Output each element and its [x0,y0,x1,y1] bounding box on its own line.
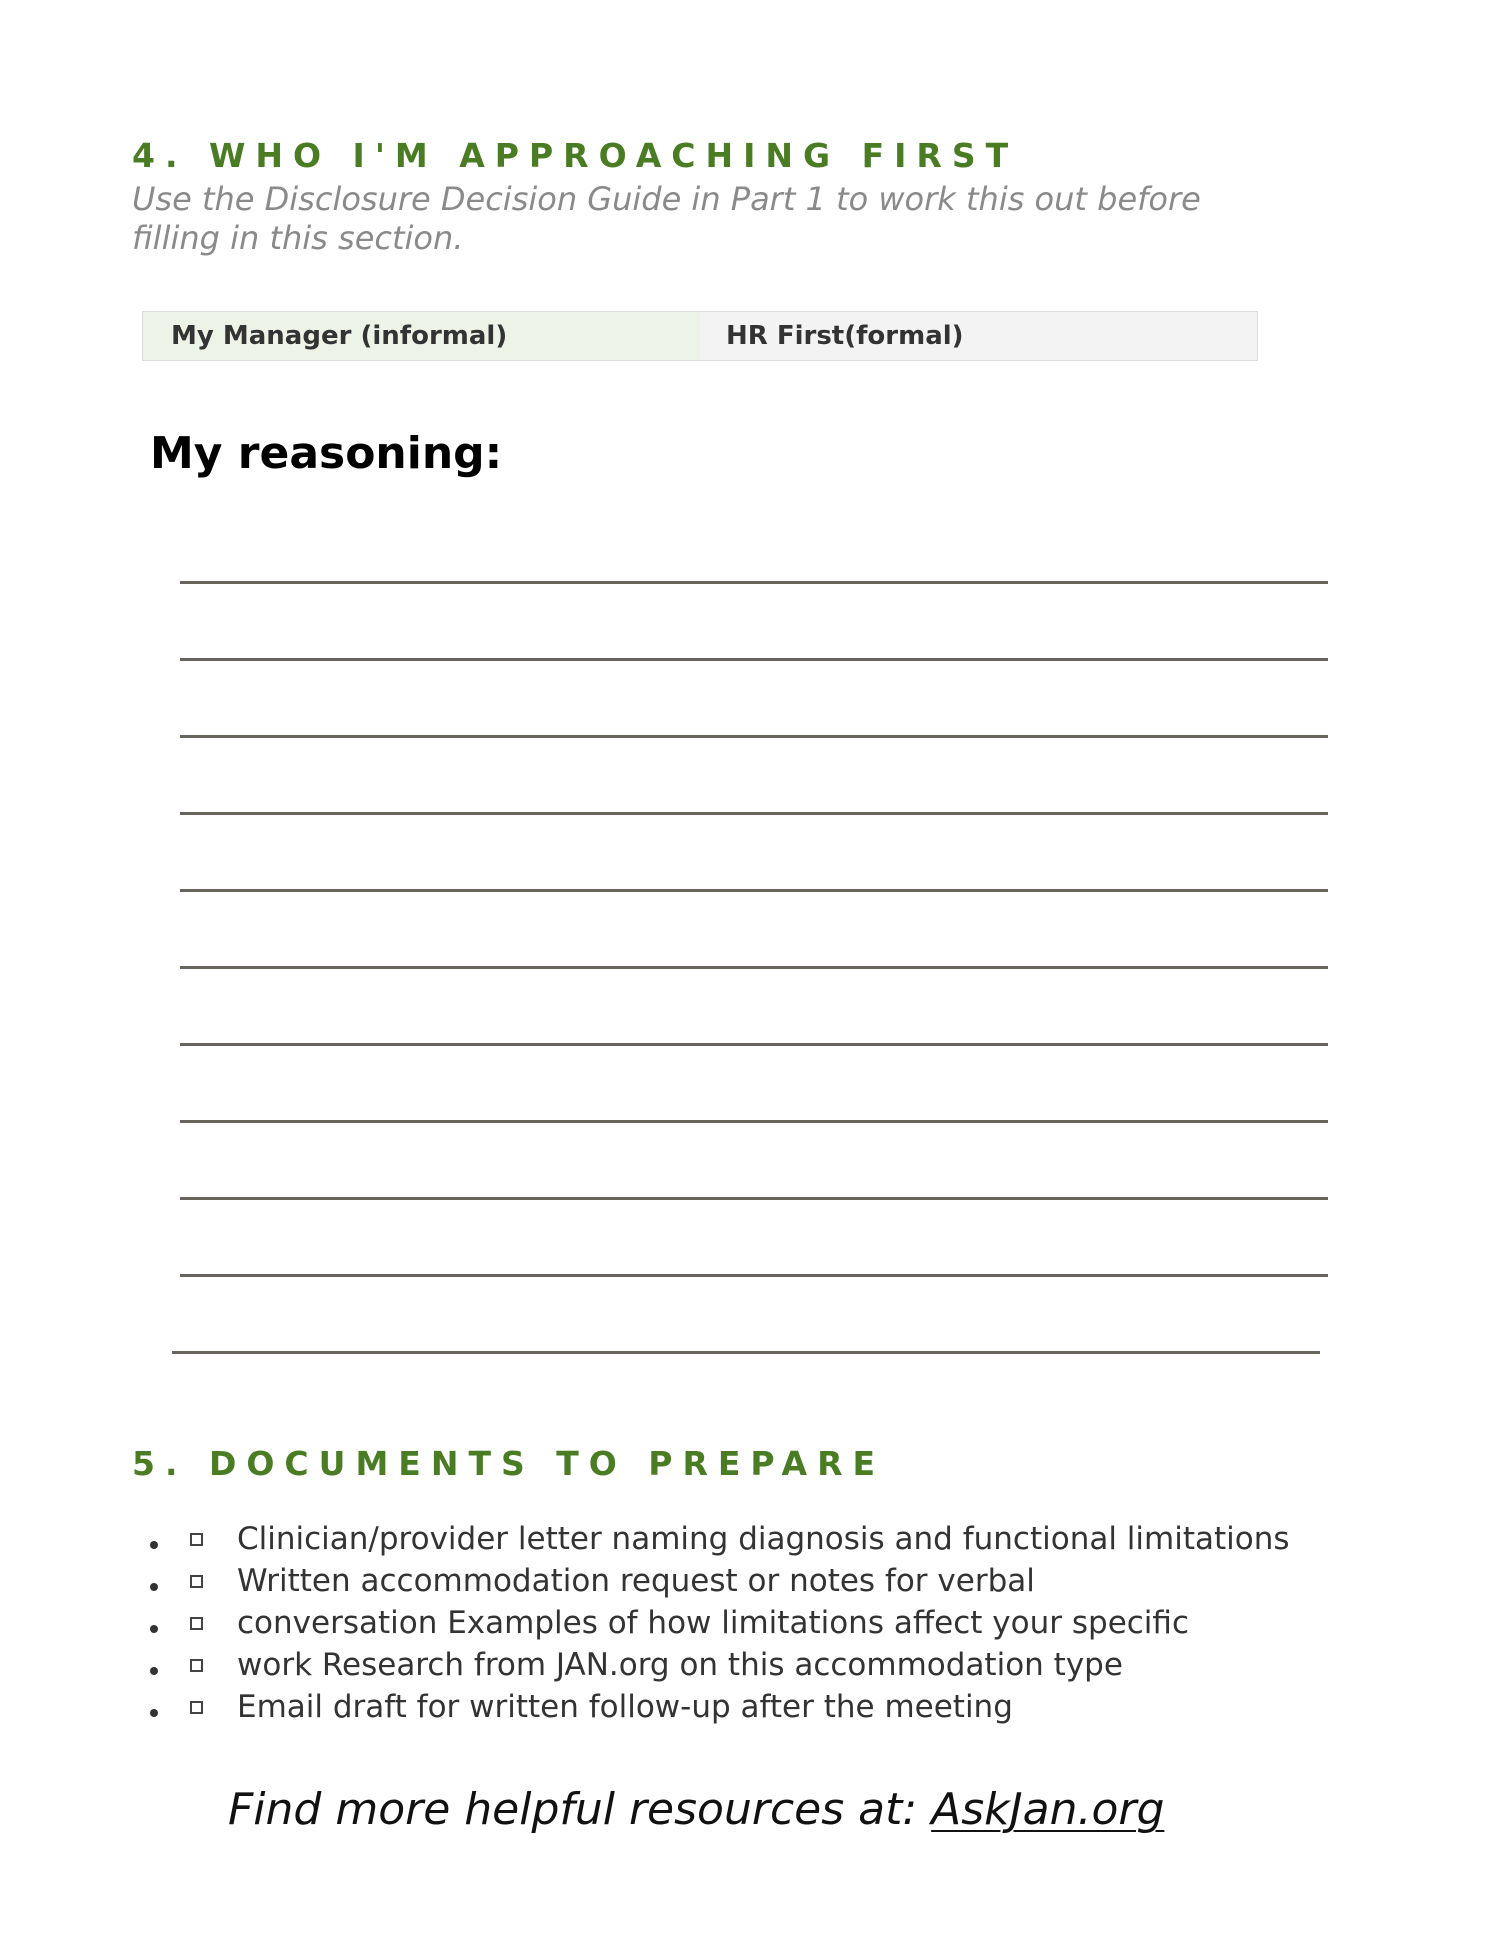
checkbox-icon[interactable] [190,1659,203,1672]
list-item [150,1686,1290,1728]
bullet-icon [150,1625,158,1633]
list-item-label: Clinician/provider letter naming diagnosis and functional limitations [237,1521,1290,1557]
reasoning-line-5[interactable] [180,889,1328,892]
option-hr-label: HR First(formal) [726,321,964,351]
reasoning-line-11[interactable] [172,1351,1320,1354]
approach-choice-table [142,311,1258,361]
list-item [150,1602,1290,1644]
checkbox-icon[interactable] [190,1701,203,1714]
section-5-heading: 5. DOCUMENTS TO PREPARE [132,1444,886,1483]
reasoning-line-2[interactable] [180,658,1328,661]
list-item [150,1644,1290,1686]
reasoning-line-7[interactable] [180,1043,1328,1046]
section-4-subtitle: Use the Disclosure Decision Guide in Part 1 to work this out before filling in this section. [132,180,1201,257]
list-item [150,1560,1290,1602]
section-4-heading: 4. WHO I'M APPROACHING FIRST [132,136,1019,175]
askjan-link[interactable]: AskJan.org [931,1784,1165,1835]
reasoning-line-6[interactable] [180,966,1328,969]
list-item [150,1518,1290,1560]
option-hr[interactable] [700,312,1257,360]
option-manager[interactable] [143,312,700,360]
bullet-icon [150,1667,158,1675]
reasoning-line-4[interactable] [180,812,1328,815]
bullet-icon [150,1583,158,1591]
checkbox-icon[interactable] [190,1617,203,1630]
footer-prefix: Find more helpful resources at: [228,1784,932,1835]
reasoning-line-10[interactable] [180,1274,1328,1277]
list-item-label: Written accommodation request or notes for verbal [237,1563,1035,1599]
footer-resources [228,1784,1164,1835]
list-item-label: conversation Examples of how limitations affect your specific [237,1605,1189,1641]
checkbox-icon[interactable] [190,1575,203,1588]
bullet-icon [150,1541,158,1549]
list-item-label: work Research from JAN.org on this accommodation type [237,1647,1123,1683]
reasoning-line-3[interactable] [180,735,1328,738]
reasoning-line-9[interactable] [180,1197,1328,1200]
checkbox-icon[interactable] [190,1533,203,1546]
reasoning-line-1[interactable] [180,581,1328,584]
reasoning-line-8[interactable] [180,1120,1328,1123]
reasoning-title: My reasoning: [150,428,503,479]
documents-checklist [150,1518,1290,1728]
option-manager-label: My Manager (informal) [171,321,508,351]
list-item-label: Email draft for written follow-up after the meeting [237,1689,1013,1725]
bullet-icon [150,1709,158,1717]
